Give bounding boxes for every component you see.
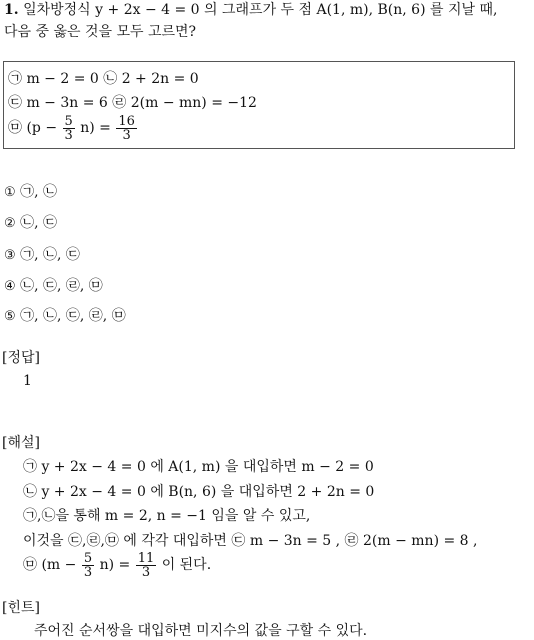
condition-rhs-fraction xyxy=(116,115,137,142)
explanation-line-3: ㉠,㉡을 통해 m = 2, n = −1 임을 알 수 있고, xyxy=(23,508,311,524)
condition-fraction xyxy=(63,115,75,142)
question xyxy=(4,1,497,19)
hint-label: [힌트] xyxy=(2,600,40,616)
hint-text: 주어진 순서쌍을 대입하면 미지수의 값을 구할 수 있다. xyxy=(34,623,368,639)
condition-row-3 xyxy=(8,113,138,143)
choice-marker: ④ xyxy=(4,279,16,294)
explanation-line-5-mid: n) = xyxy=(99,557,131,573)
choice-3[interactable] xyxy=(4,246,80,265)
explanation-line-2: ㉡ y + 2x − 4 = 0 에 B(n, 6) 을 대입하면 2 + 2n = 0 xyxy=(23,484,375,500)
question-line-2: 다음 중 옳은 것을 모두 고르면? xyxy=(4,24,197,40)
choice-text: ㉠, ㉡, ㉢ xyxy=(20,247,80,263)
fraction-numerator: 11 xyxy=(137,550,155,566)
fraction-denominator: 3 xyxy=(64,127,73,143)
fraction-denominator: 3 xyxy=(141,564,151,580)
question-number: 1. xyxy=(4,2,19,18)
explanation-line-4: 이것을 ㉢,㉣,㉤ 에 각각 대입하면 ㉢ m − 3n = 5 , ㉣ 2(m − mn) = 8 , xyxy=(23,533,478,549)
answer-value: 1 xyxy=(23,373,32,389)
choice-2[interactable] xyxy=(4,214,57,233)
answer-label: [정답] xyxy=(2,350,40,366)
choice-marker: ② xyxy=(4,216,16,231)
choice-marker: ① xyxy=(4,185,16,200)
choice-1[interactable] xyxy=(4,183,57,202)
choice-text: ㉡, ㉢ xyxy=(20,215,58,231)
explanation-line-5-suffix: 이 된다. xyxy=(161,557,212,573)
fraction-denominator: 3 xyxy=(83,564,93,580)
choice-5[interactable] xyxy=(4,307,126,326)
explanation-line-5 xyxy=(23,550,211,580)
condition-row-1: ㉠ m − 2 = 0 ㉡ 2 + 2n = 0 xyxy=(8,71,199,87)
fraction-numerator: 16 xyxy=(118,113,135,129)
choice-text: ㉡, ㉢, ㉣, ㉤ xyxy=(20,278,103,294)
explanation-rhs-fraction xyxy=(136,552,157,579)
fraction-numerator: 5 xyxy=(83,550,93,566)
choice-marker: ③ xyxy=(4,248,16,263)
choice-4[interactable] xyxy=(4,277,103,296)
choice-text: ㉠, ㉡, ㉢, ㉣, ㉤ xyxy=(20,308,126,324)
choice-marker: ⑤ xyxy=(4,309,16,324)
explanation-label: [해설] xyxy=(2,435,40,451)
condition-row-3-mid: n) = xyxy=(80,120,111,136)
fraction-denominator: 3 xyxy=(122,127,131,143)
explanation-line-1: ㉠ y + 2x − 4 = 0 에 A(1, m) 을 대입하면 m − 2 = 0 xyxy=(23,459,374,475)
condition-row-3-prefix: ㉤ (p − xyxy=(8,120,58,136)
fraction-numerator: 5 xyxy=(64,113,73,129)
question-line-1: 일차방정식 y + 2x − 4 = 0 의 그래프가 두 점 A(1, m), B(n, 6) 를 지날 때, xyxy=(23,2,498,18)
explanation-fraction xyxy=(82,552,94,579)
condition-row-2: ㉢ m − 3n = 6 ㉣ 2(m − mn) = −12 xyxy=(8,95,257,111)
choice-text: ㉠, ㉡ xyxy=(20,184,58,200)
explanation-line-5-prefix: ㉤ (m − xyxy=(23,557,77,573)
